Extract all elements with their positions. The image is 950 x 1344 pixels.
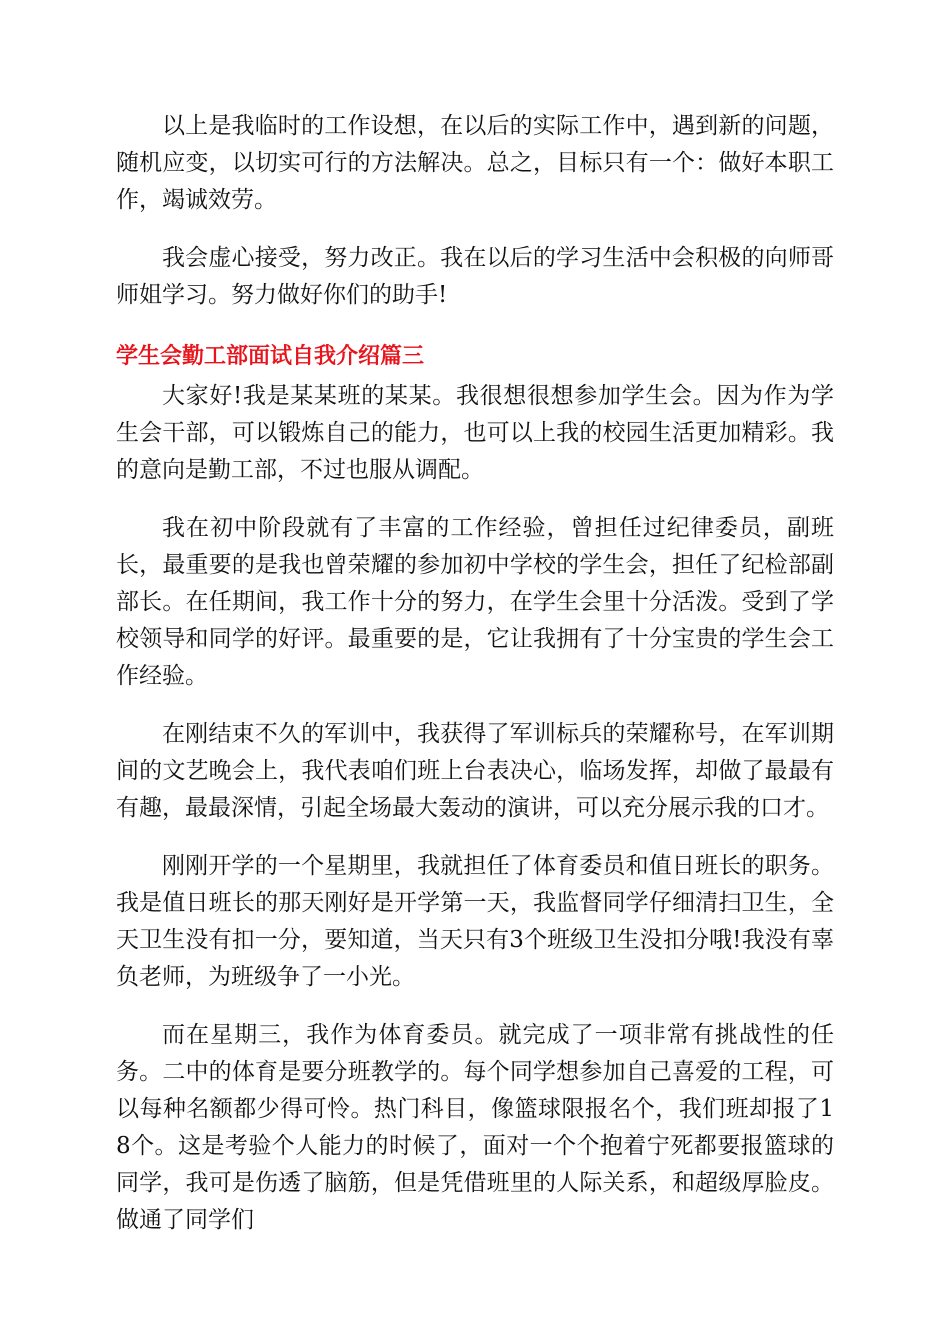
document-page bbox=[116, 108, 834, 1239]
paragraph-sports-task: 而在星期三，我作为体育委员。就完成了一项非常有挑战性的任务。二中的体育是要分班教学的。每个同学想参加自己喜爱的工程，可以每种名额都少得可怜。热门科目，像篮球限报名个，我们班却报了18个。这是考验个人能力的时候了，面对一个个抱着宁死都要报篮球的同学，我可是伤透了脑筋，但是凭借班里的人际关系，和超级厚脸皮。做通了同学们 bbox=[116, 1022, 834, 1233]
section-heading: 学生会勤工部面试自我介绍篇三 bbox=[116, 344, 425, 369]
paragraph-class-duty: 刚刚开学的一个星期里，我就担任了体育委员和值日班长的职务。我是值日班长的那天刚好是开学第一天，我监督同学仔细清扫卫生，全天卫生没有扣一分，要知道，当天只有3个班级卫生没扣分哦!我没有辜负老师，为班级争了一小光。 bbox=[116, 853, 834, 990]
paragraph-work-plan: 以上是我临时的工作设想，在以后的实际工作中，遇到新的问题，随机应变，以切实可行的方法解决。总之，目标只有一个：做好本职工作，竭诚效劳。 bbox=[116, 113, 834, 213]
paragraph-experience: 我在初中阶段就有了丰富的工作经验，曾担任过纪律委员，副班长，最重要的是我也曾荣耀的参加初中学校的学生会，担任了纪检部副部长。在任期间，我工作十分的努力，在学生会里十分活泼。受到了学校领导和同学的好评。最重要的是，它让我拥有了十分宝贵的学生会工作经验。 bbox=[116, 515, 834, 689]
paragraph-military-training: 在刚结束不久的军训中，我获得了军训标兵的荣耀称号，在军训期间的文艺晚会上，我代表咱们班上台表决心，临场发挥，却做了最最有有趣，最最深情，引起全场最大轰动的演讲，可以充分展示我的口才。 bbox=[116, 721, 834, 821]
paragraph-accept-criticism: 我会虚心接受，努力改正。我在以后的学习生活中会积极的向师哥师姐学习。努力做好你们的助手! bbox=[116, 245, 834, 308]
paragraph-greeting: 大家好!我是某某班的某某。我很想很想参加学生会。因为作为学生会干部，可以锻炼自己的能力，也可以上我的校园生活更加精彩。我的意向是勤工部，不过也服从调配。 bbox=[116, 383, 834, 483]
